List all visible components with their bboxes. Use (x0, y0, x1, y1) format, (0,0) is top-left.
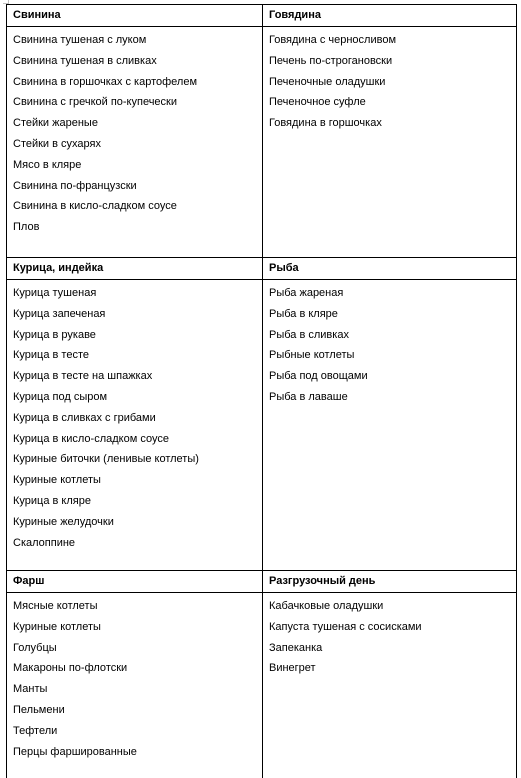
list-item: Стейки жареные (13, 113, 256, 134)
list-item: Голубцы (13, 638, 256, 659)
list-item: Говядина с черносливом (269, 30, 510, 51)
item-list-fasting-day (269, 596, 510, 679)
list-item: Курица под сыром (13, 387, 256, 408)
list-item: Капуста тушеная с сосисками (269, 617, 510, 638)
item-list-beef (269, 30, 510, 134)
section-header-fish: Рыба (263, 258, 517, 280)
list-item: Свинина в кисло-сладком соусе (13, 196, 256, 217)
item-list-mince (13, 596, 256, 762)
section-cell-fasting-day (263, 593, 517, 778)
list-item: Курица в сливках с грибами (13, 408, 256, 429)
item-list-chicken-turkey (13, 283, 256, 553)
section-header-mince: Фарш (7, 571, 263, 593)
header-row-2 (7, 258, 517, 280)
list-item: Запеканка (269, 638, 510, 659)
list-item: Свинина в горшочках с картофелем (13, 72, 256, 93)
list-item: Стейки в сухарях (13, 134, 256, 155)
item-list-pork (13, 30, 256, 238)
header-row-1 (7, 5, 517, 27)
list-item: Пельмени (13, 700, 256, 721)
list-item: Кабачковые оладушки (269, 596, 510, 617)
list-item: Рыбные котлеты (269, 345, 510, 366)
section-cell-pork (7, 27, 263, 258)
body-row-2 (7, 280, 517, 571)
section-cell-beef (263, 27, 517, 258)
item-list-fish (269, 283, 510, 408)
list-item: Рыба в лаваше (269, 387, 510, 408)
list-item: Куриные котлеты (13, 470, 256, 491)
list-item: Тефтели (13, 721, 256, 742)
list-item: Курица тушеная (13, 283, 256, 304)
list-item: Свинина тушеная с луком (13, 30, 256, 51)
list-item: Куриные биточки (ленивые котлеты) (13, 449, 256, 470)
list-item: Курица в кляре (13, 491, 256, 512)
list-item: Печеночные оладушки (269, 72, 510, 93)
list-item: Рыба в кляре (269, 304, 510, 325)
list-item: Скалоппине (13, 533, 256, 554)
list-item: Курица в кисло-сладком соусе (13, 429, 256, 450)
list-item: Курица запеченая (13, 304, 256, 325)
list-item: Мясные котлеты (13, 596, 256, 617)
list-item: Свинина с гречкой по-купечески (13, 92, 256, 113)
list-item: Плов (13, 217, 256, 238)
body-row-3 (7, 593, 517, 778)
menu-table (6, 4, 517, 778)
section-cell-mince (7, 593, 263, 778)
body-row-1 (7, 27, 517, 258)
list-item: Манты (13, 679, 256, 700)
list-item: Курица в тесте на шпажках (13, 366, 256, 387)
section-cell-fish (263, 280, 517, 571)
section-header-beef: Говядина (263, 5, 517, 27)
list-item: Куриные котлеты (13, 617, 256, 638)
list-item: Рыба под овощами (269, 366, 510, 387)
list-item: Говядина в горшочках (269, 113, 510, 134)
list-item: Рыба в сливках (269, 325, 510, 346)
list-item: Куриные желудочки (13, 512, 256, 533)
list-item: Рыба жареная (269, 283, 510, 304)
list-item: Печеночное суфле (269, 92, 510, 113)
section-header-pork: Свинина (7, 5, 263, 27)
list-item: Свинина по-французски (13, 176, 256, 197)
list-item: Свинина тушеная в сливках (13, 51, 256, 72)
section-cell-chicken-turkey (7, 280, 263, 571)
list-item: Мясо в кляре (13, 155, 256, 176)
list-item: Курица в рукаве (13, 325, 256, 346)
section-header-fasting-day: Разгрузочный день (263, 571, 517, 593)
list-item: Перцы фаршированные (13, 742, 256, 763)
section-header-chicken-turkey: Курица, индейка (7, 258, 263, 280)
header-row-3 (7, 571, 517, 593)
list-item: Винегрет (269, 658, 510, 679)
list-item: Макароны по-флотски (13, 658, 256, 679)
list-item: Печень по-строгановски (269, 51, 510, 72)
list-item: Курица в тесте (13, 345, 256, 366)
